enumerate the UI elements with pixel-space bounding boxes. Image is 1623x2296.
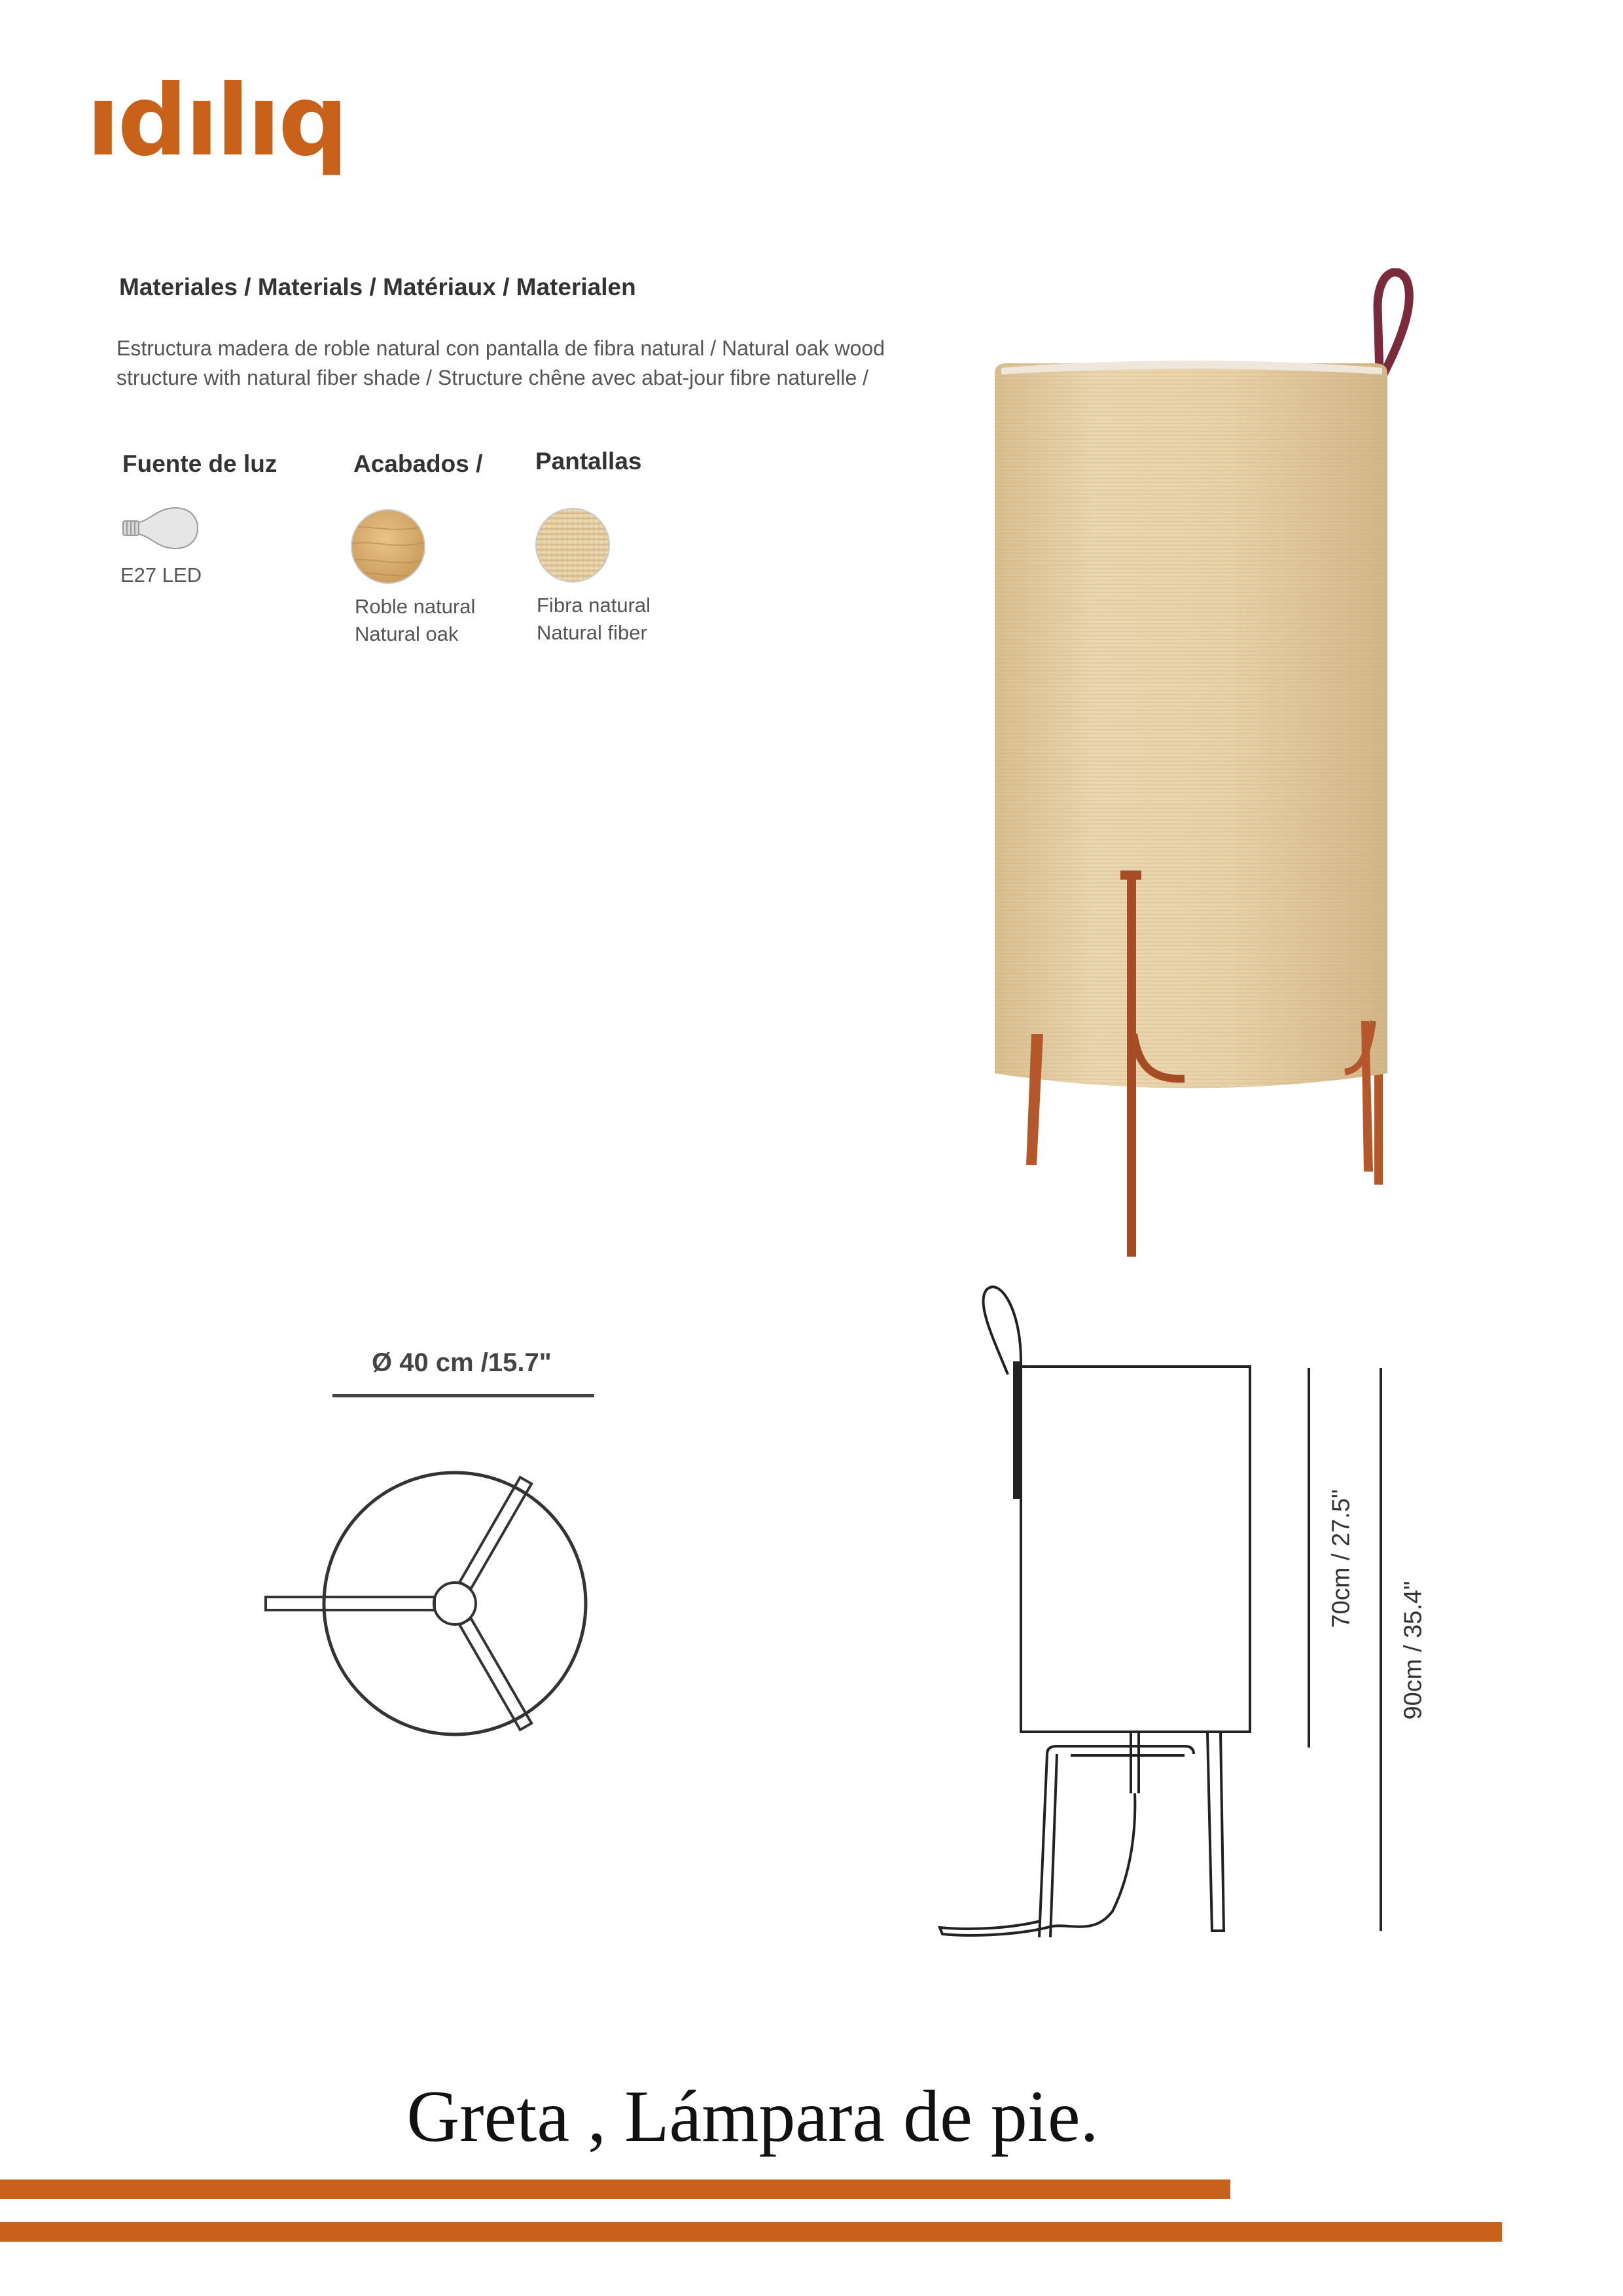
shades-heading: Pantallas: [535, 448, 642, 475]
light-source-value: E27 LED: [120, 564, 202, 586]
total-height-label: 90cm / 35.4": [1399, 1581, 1427, 1720]
side-view-drawing: [916, 1283, 1283, 1937]
fiber-label-es: Fibra natural: [537, 594, 651, 617]
diameter-label: Ø 40 cm /15.7": [372, 1348, 552, 1377]
product-title: Greta , Lámpara de pie.: [406, 2076, 1099, 2157]
accent-bar-top: [0, 2179, 1230, 2199]
shade-height-line: [1308, 1368, 1310, 1748]
lamp-leg-front: [1127, 877, 1136, 1257]
oak-label-en: Natural oak: [355, 622, 459, 645]
fiber-swatch: [534, 507, 611, 584]
lamp-strap: [1378, 272, 1409, 373]
oak-swatch: [349, 508, 427, 585]
fiber-label-en: Natural fiber: [537, 621, 647, 644]
bulb-icon: [122, 505, 200, 551]
product-photo: [982, 268, 1479, 1263]
materials-heading: Materiales / Materials / Matériaux / Materialen: [119, 274, 636, 300]
light-source-heading: Fuente de luz: [122, 450, 277, 477]
materials-description: Estructura madera de roble natural con pantalla de fibra natural / Natural oak wood structure with natural fiber shade / Structure chêne avec abat-jour fibre naturelle /: [116, 336, 885, 389]
accent-bar-bottom: [0, 2222, 1502, 2242]
finishes-heading: Acabados /: [353, 450, 483, 477]
total-height-line: [1380, 1368, 1382, 1931]
top-view-drawing: [262, 1460, 602, 1748]
diameter-rule: [332, 1394, 594, 1397]
shade-height-label: 70cm / 27.5": [1327, 1489, 1355, 1628]
oak-label-es: Roble natural: [355, 595, 476, 618]
brand-logo: ıdılıq: [86, 64, 346, 178]
